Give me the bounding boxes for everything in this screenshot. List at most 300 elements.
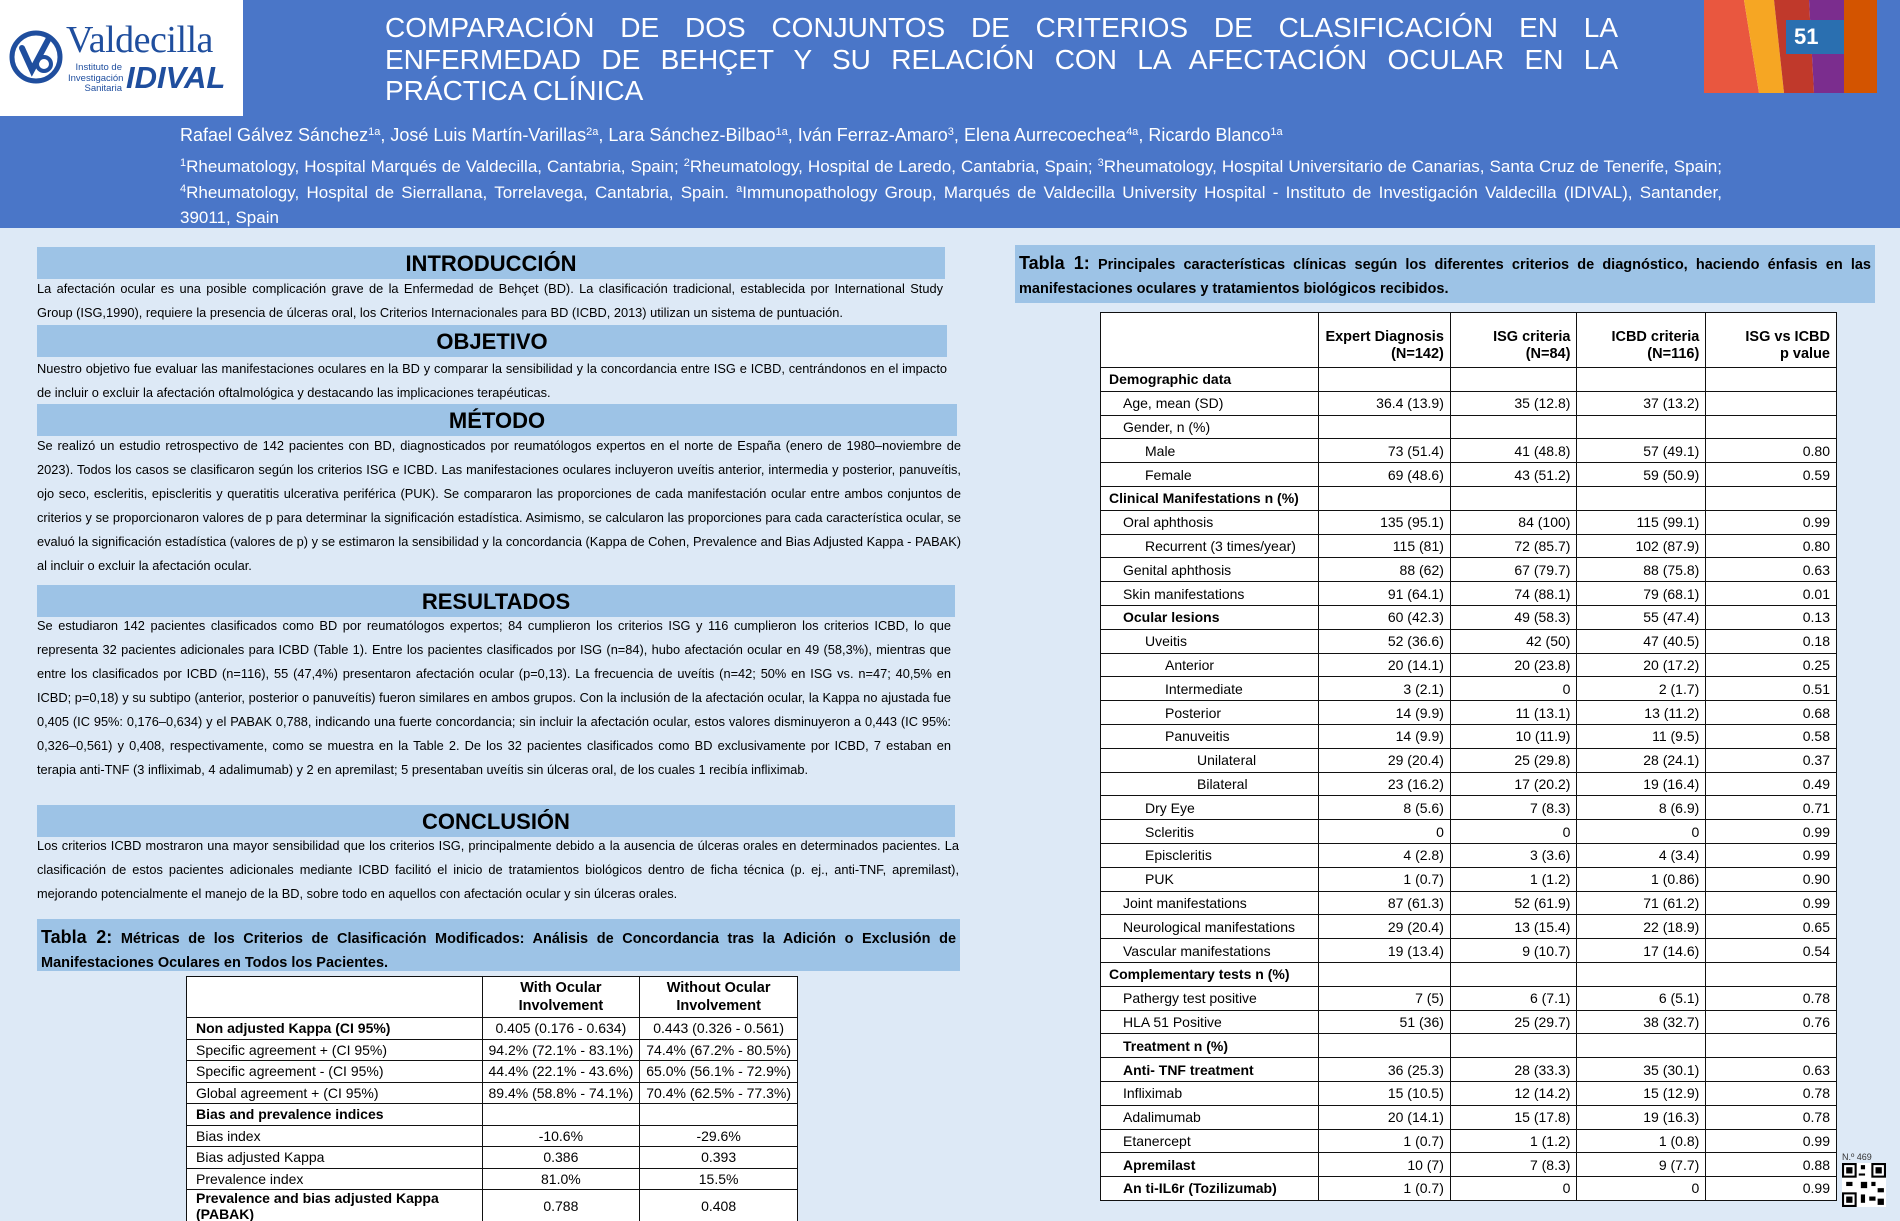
cell-value bbox=[1319, 962, 1450, 986]
cell-value: 0.78 bbox=[1706, 1105, 1837, 1129]
logo-subtitle: Instituto de Investigación Sanitaria bbox=[68, 62, 124, 94]
cell-value: 0.99 bbox=[1706, 891, 1837, 915]
table-row bbox=[1101, 605, 1837, 629]
column-header-line2: (N=84) bbox=[1525, 346, 1571, 362]
row-label: Etanercept bbox=[1101, 1129, 1319, 1153]
section-body-introduccion: La afectación ocular es una posible complicación grave de la Enfermedad de Behçet (BD). La clasificación tradicional, establecida por International Study Group (ISG,1990), requiere la presencia de úlceras oral, los Criterios Internacionales para BD (ICBD, 2013) utilizan un sistema de puntuación. bbox=[37, 281, 943, 320]
cell-value: 0.71 bbox=[1706, 796, 1837, 820]
cell-value: 65.0% (56.1% - 72.9%) bbox=[640, 1061, 798, 1083]
cell-value: 19 (16.3) bbox=[1577, 1105, 1706, 1129]
cell-value: 37 (13.2) bbox=[1577, 391, 1706, 415]
cell-value: 72 (85.7) bbox=[1450, 534, 1577, 558]
cell-value: 7 (5) bbox=[1319, 986, 1450, 1010]
cell-value: 0.65 bbox=[1706, 915, 1837, 939]
table-row bbox=[1101, 510, 1837, 534]
cell-value: 57 (49.1) bbox=[1577, 439, 1706, 463]
cell-value: 135 (95.1) bbox=[1319, 510, 1450, 534]
cell-value: 20 (17.2) bbox=[1577, 653, 1706, 677]
cell-value: 2 (1.7) bbox=[1577, 677, 1706, 701]
congress-logo bbox=[1704, 0, 1877, 93]
cell-value: -10.6% bbox=[482, 1125, 640, 1147]
cell-value: 0.68 bbox=[1706, 701, 1837, 725]
table-row bbox=[1101, 582, 1837, 606]
valdecilla-emblem-icon bbox=[8, 18, 64, 96]
row-label: Global agreement + (CI 95%) bbox=[187, 1082, 483, 1104]
qr-code-icon[interactable] bbox=[1842, 1163, 1886, 1207]
table-row bbox=[1101, 867, 1837, 891]
cell-value: 0.51 bbox=[1706, 677, 1837, 701]
cell-value bbox=[1319, 415, 1450, 439]
cell-value: 49 (58.3) bbox=[1450, 605, 1577, 629]
cell-value bbox=[482, 1104, 640, 1126]
table-header-row bbox=[187, 977, 798, 1018]
cell-value: 1 (0.8) bbox=[1577, 1129, 1706, 1153]
table-row bbox=[187, 1190, 798, 1221]
cell-value: 55 (47.4) bbox=[1577, 605, 1706, 629]
table-row bbox=[1101, 439, 1837, 463]
row-label: Skin manifestations bbox=[1101, 582, 1319, 606]
row-label: Infliximab bbox=[1101, 1081, 1319, 1105]
row-label: Unilateral bbox=[1101, 748, 1319, 772]
section-title-resultados: RESULTADOS bbox=[37, 585, 955, 617]
table-row bbox=[1101, 701, 1837, 725]
column-header-line1: Without Ocular bbox=[666, 980, 771, 996]
table1-caption bbox=[1015, 245, 1875, 303]
valdecilla-logo bbox=[0, 0, 243, 116]
cell-value: 0.54 bbox=[1706, 939, 1837, 963]
table-row bbox=[1101, 748, 1837, 772]
cell-value: 0.80 bbox=[1706, 439, 1837, 463]
cell-value bbox=[1577, 368, 1706, 392]
table-row bbox=[1101, 463, 1837, 487]
table-row bbox=[187, 1039, 798, 1061]
table-row bbox=[1101, 534, 1837, 558]
table-row bbox=[1101, 1081, 1837, 1105]
row-label: Clinical Manifestations n (%) bbox=[1101, 486, 1319, 510]
cell-value: 0.80 bbox=[1706, 534, 1837, 558]
row-label: Pathergy test positive bbox=[1101, 986, 1319, 1010]
cell-value: 1 (0.7) bbox=[1319, 867, 1450, 891]
column-header-line2: (N=142) bbox=[1391, 346, 1444, 362]
cell-value: 0.59 bbox=[1706, 463, 1837, 487]
cell-value: 0.405 (0.176 - 0.634) bbox=[482, 1018, 640, 1040]
cell-value: 0.78 bbox=[1706, 986, 1837, 1010]
cell-value: 44.4% (22.1% - 43.6%) bbox=[482, 1061, 640, 1083]
cell-value: 1 (1.2) bbox=[1450, 1129, 1577, 1153]
cell-value: 89.4% (58.8% - 74.1%) bbox=[482, 1082, 640, 1104]
column-header-line1: ICBD criteria bbox=[1611, 329, 1700, 345]
poster-number: N.º 469 bbox=[1842, 1152, 1872, 1162]
affiliation-mark: 3 bbox=[1097, 157, 1104, 169]
cell-value: 6 (7.1) bbox=[1450, 986, 1577, 1010]
cell-value: 15 (17.8) bbox=[1450, 1105, 1577, 1129]
cell-value: 0.90 bbox=[1706, 867, 1837, 891]
affiliation-text: Rheumatology, Hospital de Sierrallana, Torrelavega, Cantabria, Spain. bbox=[186, 182, 737, 202]
table-row bbox=[1101, 486, 1837, 510]
column-header bbox=[187, 977, 483, 1018]
cell-value: 28 (24.1) bbox=[1577, 748, 1706, 772]
cell-value: 35 (30.1) bbox=[1577, 1058, 1706, 1082]
cell-value: 36 (25.3) bbox=[1319, 1058, 1450, 1082]
affiliation-mark: 4 bbox=[180, 182, 187, 195]
table-row bbox=[1101, 772, 1837, 796]
cell-value bbox=[1706, 962, 1837, 986]
cell-value: 1 (0.7) bbox=[1319, 1177, 1450, 1201]
author-name: Ricardo Blanco bbox=[1148, 125, 1271, 145]
cell-value bbox=[1577, 486, 1706, 510]
table-row bbox=[187, 1125, 798, 1147]
cell-value bbox=[1450, 962, 1577, 986]
logo-idival: IDIVAL bbox=[126, 60, 226, 95]
table-row bbox=[1101, 939, 1837, 963]
cell-value: 15 (10.5) bbox=[1319, 1081, 1450, 1105]
cell-value bbox=[1450, 1034, 1577, 1058]
author-affiliation-mark: 4a bbox=[1126, 126, 1139, 138]
cell-value: -29.6% bbox=[640, 1125, 798, 1147]
cell-value: 25 (29.7) bbox=[1450, 1010, 1577, 1034]
table-row bbox=[1101, 915, 1837, 939]
row-label: Recurrent (3 times/year) bbox=[1101, 534, 1319, 558]
table-row bbox=[1101, 724, 1837, 748]
cell-value: 0.443 (0.326 - 0.561) bbox=[640, 1018, 798, 1040]
column-header-line1: ISG criteria bbox=[1493, 329, 1571, 345]
cell-value: 84 (100) bbox=[1450, 510, 1577, 534]
table-row bbox=[1101, 962, 1837, 986]
cell-value: 59 (50.9) bbox=[1577, 463, 1706, 487]
table2-concordance bbox=[186, 976, 798, 1221]
row-label: HLA 51 Positive bbox=[1101, 1010, 1319, 1034]
table-row bbox=[1101, 1129, 1837, 1153]
cell-value: 20 (14.1) bbox=[1319, 1105, 1450, 1129]
section-title-conclusion: CONCLUSIÓN bbox=[37, 805, 955, 837]
cell-value: 0 bbox=[1450, 677, 1577, 701]
column-header bbox=[482, 977, 640, 1018]
table-row bbox=[187, 1018, 798, 1040]
table-row bbox=[1101, 796, 1837, 820]
section-title-introduccion: INTRODUCCIÓN bbox=[37, 247, 945, 279]
section-title-objetivo: OBJETIVO bbox=[37, 325, 947, 357]
author-name: José Luis Martín-Varillas bbox=[390, 125, 587, 145]
cell-value: 0.78 bbox=[1706, 1081, 1837, 1105]
author-affiliation-mark: 1a bbox=[1270, 126, 1283, 138]
cell-value bbox=[1706, 1034, 1837, 1058]
cell-value: 3 (3.6) bbox=[1450, 843, 1577, 867]
row-label: Dry Eye bbox=[1101, 796, 1319, 820]
row-label: Intermediate bbox=[1101, 677, 1319, 701]
cell-value: 81.0% bbox=[482, 1168, 640, 1190]
cell-value: 0 bbox=[1319, 820, 1450, 844]
row-label: Adalimumab bbox=[1101, 1105, 1319, 1129]
cell-value bbox=[1706, 368, 1837, 392]
table1-caption-text: Principales características clínicas según los diferentes criterios de diagnóstico, haciendo énfasis en las manifestaciones oculares y tratamientos biológicos recibidos. bbox=[1019, 257, 1871, 297]
cell-value: 0.18 bbox=[1706, 629, 1837, 653]
table-row bbox=[187, 1147, 798, 1169]
cell-value: 0.99 bbox=[1706, 1177, 1837, 1201]
cell-value: 4 (2.8) bbox=[1319, 843, 1450, 867]
cell-value: 0.99 bbox=[1706, 510, 1837, 534]
cell-value: 13 (11.2) bbox=[1577, 701, 1706, 725]
affiliation-text: Rheumatology, Hospital de Laredo, Cantabria, Spain; bbox=[689, 157, 1098, 176]
congress-number: 51 bbox=[1794, 24, 1819, 49]
cell-value: 17 (14.6) bbox=[1577, 939, 1706, 963]
cell-value: 1 (0.7) bbox=[1319, 1129, 1450, 1153]
row-label: Bias and prevalence indices bbox=[187, 1104, 483, 1126]
row-label: Neurological manifestations bbox=[1101, 915, 1319, 939]
row-label: Complementary tests n (%) bbox=[1101, 962, 1319, 986]
row-label: Specific agreement + (CI 95%) bbox=[187, 1039, 483, 1061]
row-label: Prevalence and bias adjusted Kappa (PABAK) bbox=[187, 1190, 483, 1221]
column-header-line1: Expert Diagnosis bbox=[1325, 329, 1444, 345]
table-row bbox=[1101, 1105, 1837, 1129]
section-body-objetivo: Nuestro objetivo fue evaluar las manifestaciones oculares en la BD y comparar la sensibilidad y la concordancia entre ISG e ICBD, centrándonos en el impacto de incluir o excluir la afectación oftalmológica y destacando las implicaciones terapéuticas. bbox=[37, 361, 947, 400]
cell-value: 0 bbox=[1450, 820, 1577, 844]
cell-value: 43 (51.2) bbox=[1450, 463, 1577, 487]
table2-caption-text: Métricas de los Criterios de Clasificación Modificados: Análisis de Concordancia tras la Adición o Exclusión de Manifestaciones Oculares en Todos los Pacientes. bbox=[41, 931, 957, 971]
cell-value: 20 (14.1) bbox=[1319, 653, 1450, 677]
cell-value: 22 (18.9) bbox=[1577, 915, 1706, 939]
cell-value bbox=[1577, 1034, 1706, 1058]
table-row bbox=[187, 1061, 798, 1083]
cell-value: 74.4% (67.2% - 80.5%) bbox=[640, 1039, 798, 1061]
cell-value: 0 bbox=[1577, 820, 1706, 844]
table-row bbox=[1101, 1034, 1837, 1058]
cell-value: 88 (75.8) bbox=[1577, 558, 1706, 582]
cell-value: 0 bbox=[1577, 1177, 1706, 1201]
cell-value: 115 (81) bbox=[1319, 534, 1450, 558]
table-row bbox=[187, 1168, 798, 1190]
row-label: Uveitis bbox=[1101, 629, 1319, 653]
row-label: Female bbox=[1101, 463, 1319, 487]
author-name: Rafael Gálvez Sánchez bbox=[180, 125, 369, 145]
row-label: Bias index bbox=[187, 1125, 483, 1147]
cell-value: 0.76 bbox=[1706, 1010, 1837, 1034]
cell-value: 0.37 bbox=[1706, 748, 1837, 772]
cell-value: 0.13 bbox=[1706, 605, 1837, 629]
cell-value: 42 (50) bbox=[1450, 629, 1577, 653]
table-row bbox=[1101, 677, 1837, 701]
cell-value: 10 (7) bbox=[1319, 1153, 1450, 1177]
section-title-metodo: MÉTODO bbox=[37, 404, 957, 436]
row-label: Gender, n (%) bbox=[1101, 415, 1319, 439]
affiliations bbox=[180, 154, 1722, 231]
table2-caption bbox=[37, 919, 960, 971]
affiliation-text: Rheumatology, Hospital Universitario de Canarias, Santa Cruz de Tenerife, Spain; bbox=[1103, 157, 1722, 176]
affiliation-mark: a bbox=[736, 182, 743, 195]
table-row bbox=[1101, 1177, 1837, 1201]
cell-value: 0.788 bbox=[482, 1190, 640, 1221]
cell-value bbox=[1577, 962, 1706, 986]
cell-value: 0.99 bbox=[1706, 820, 1837, 844]
cell-value: 0.393 bbox=[640, 1147, 798, 1169]
cell-value: 9 (10.7) bbox=[1450, 939, 1577, 963]
cell-value: 0.58 bbox=[1706, 724, 1837, 748]
cell-value bbox=[1450, 368, 1577, 392]
row-label: Ocular lesions bbox=[1101, 605, 1319, 629]
column-header-line2: Involvement bbox=[676, 998, 761, 1014]
author-name: Iván Ferraz-Amaro bbox=[797, 125, 948, 145]
logo-name: Valdecilla bbox=[66, 19, 213, 61]
header-banner bbox=[0, 0, 1900, 228]
cell-value: 1 (0.86) bbox=[1577, 867, 1706, 891]
cell-value: 15 (12.9) bbox=[1577, 1081, 1706, 1105]
cell-value: 0.49 bbox=[1706, 772, 1837, 796]
authors-line: Rafael Gálvez Sánchez$^{1a}$, José Luis Martín-Varillas$^{2a}$, Lara Sánchez-Bilbao$^{1a}$, Iván Ferraz-Amaro$^3$, Elena Aurrecoechea$^{4a}$, Ricardo Blanco$^{1a}$ bbox=[180, 125, 1283, 145]
author-name: Lara Sánchez-Bilbao bbox=[608, 125, 776, 145]
column-header bbox=[1450, 313, 1577, 368]
author-affiliation-mark: 2a bbox=[586, 126, 599, 138]
cell-value: 19 (16.4) bbox=[1577, 772, 1706, 796]
row-label: An ti-IL6r (Tozilizumab) bbox=[1101, 1177, 1319, 1201]
column-header-line1: ISG vs ICBD bbox=[1745, 329, 1830, 345]
cell-value: 8 (5.6) bbox=[1319, 796, 1450, 820]
table-row bbox=[1101, 368, 1837, 392]
row-label: Vascular manifestations bbox=[1101, 939, 1319, 963]
table-row bbox=[1101, 843, 1837, 867]
cell-value: 9 (7.7) bbox=[1577, 1153, 1706, 1177]
table-row bbox=[1101, 653, 1837, 677]
affiliation-mark: 1 bbox=[180, 157, 187, 169]
cell-value: 94.2% (72.1% - 83.1%) bbox=[482, 1039, 640, 1061]
section-body-metodo: Se realizó un estudio retrospectivo de 142 pacientes con BD, diagnosticados por reumatólogos expertos en el norte de España (enero de 1980–noviembre de 2023). Todos los casos se clasificaron según los criterios ISG e ICBD. Las manifestaciones oculares incluyeron uveítis anterior, intermedia y posterior, panuveítis, ojo seco, escleritis, episcleritis y queratitis ulcerativa periférica (PUK). Se compararon las proporciones de cada manifestación ocular entre ambos conjuntos de criterios y se proporcionaron valores de p para determinar la significación estadística. Asimismo, se calcularon las proporciones para cada característica ocular, se evaluó la significación estadística (valores de p) y se estimaron la sensibilidad y la concordancia (Kappa de Cohen, Prevalence and Bias Adjusted Kappa - PABAK) al incluir o excluir la afectación ocular. bbox=[37, 438, 961, 573]
cell-value: 47 (40.5) bbox=[1577, 629, 1706, 653]
cell-value: 51 (36) bbox=[1319, 1010, 1450, 1034]
cell-value: 15.5% bbox=[640, 1168, 798, 1190]
cell-value bbox=[1577, 415, 1706, 439]
row-label: Panuveitis bbox=[1101, 724, 1319, 748]
cell-value: 74 (88.1) bbox=[1450, 582, 1577, 606]
cell-value bbox=[640, 1104, 798, 1126]
column-header-line2: p value bbox=[1780, 346, 1830, 362]
cell-value bbox=[1319, 368, 1450, 392]
row-label: Scleritis bbox=[1101, 820, 1319, 844]
table-header-row bbox=[1101, 313, 1837, 368]
column-header-line2: Involvement bbox=[518, 998, 604, 1014]
cell-value: 0.99 bbox=[1706, 1129, 1837, 1153]
cell-value: 10 (11.9) bbox=[1450, 724, 1577, 748]
cell-value: 7 (8.3) bbox=[1450, 1153, 1577, 1177]
cell-value: 6 (5.1) bbox=[1577, 986, 1706, 1010]
column-header-line2: (N=116) bbox=[1647, 346, 1700, 362]
cell-value: 13 (15.4) bbox=[1450, 915, 1577, 939]
cell-value: 0.99 bbox=[1706, 843, 1837, 867]
cell-value: 0.88 bbox=[1706, 1153, 1837, 1177]
row-label: Treatment n (%) bbox=[1101, 1034, 1319, 1058]
row-label: Anterior bbox=[1101, 653, 1319, 677]
row-label: Non adjusted Kappa (CI 95%) bbox=[187, 1018, 483, 1040]
section-body-conclusion: Los criterios ICBD mostraron una mayor sensibilidad que los criterios ISG, principalmente debido a la ausencia de úlceras orales en determinados pacientes. La clasificación de estos pacientes adicionales mediante ICBD facilitó el inicio de tratamientos biológicos dentro de ficha técnica (p. ej., anti-TNF, apremilast), mejorando potencialmente el manejo de la BD, sobre todo en aquellos con afectación ocular y sin úlceras orales. bbox=[37, 838, 959, 901]
cell-value: 0.386 bbox=[482, 1147, 640, 1169]
cell-value: 4 (3.4) bbox=[1577, 843, 1706, 867]
cell-value: 102 (87.9) bbox=[1577, 534, 1706, 558]
cell-value: 25 (29.8) bbox=[1450, 748, 1577, 772]
author-affiliation-mark: 1a bbox=[775, 126, 788, 138]
author-affiliation-mark: 1a bbox=[368, 126, 381, 138]
table1-clinical-characteristics bbox=[1100, 312, 1837, 1201]
cell-value: 11 (13.1) bbox=[1450, 701, 1577, 725]
row-label: Posterior bbox=[1101, 701, 1319, 725]
cell-value: 88 (62) bbox=[1319, 558, 1450, 582]
cell-value bbox=[1319, 1034, 1450, 1058]
cell-value: 14 (9.9) bbox=[1319, 701, 1450, 725]
cell-value: 19 (13.4) bbox=[1319, 939, 1450, 963]
table-row bbox=[1101, 891, 1837, 915]
cell-value: 1 (1.2) bbox=[1450, 867, 1577, 891]
affiliation-mark: 2 bbox=[683, 157, 690, 169]
table-row bbox=[1101, 391, 1837, 415]
row-label: Specific agreement - (CI 95%) bbox=[187, 1061, 483, 1083]
row-label: Age, mean (SD) bbox=[1101, 391, 1319, 415]
row-label: Episcleritis bbox=[1101, 843, 1319, 867]
row-label: Bias adjusted Kappa bbox=[187, 1147, 483, 1169]
cell-value bbox=[1319, 486, 1450, 510]
cell-value: 3 (2.1) bbox=[1319, 677, 1450, 701]
row-label: Prevalence index bbox=[187, 1168, 483, 1190]
table-row bbox=[1101, 558, 1837, 582]
table-row bbox=[1101, 1010, 1837, 1034]
cell-value: 0.01 bbox=[1706, 582, 1837, 606]
cell-value: 0.408 bbox=[640, 1190, 798, 1221]
table-row bbox=[187, 1104, 798, 1126]
cell-value: 36.4 (13.9) bbox=[1319, 391, 1450, 415]
cell-value: 115 (99.1) bbox=[1577, 510, 1706, 534]
row-label: PUK bbox=[1101, 867, 1319, 891]
cell-value: 70.4% (62.5% - 77.3%) bbox=[640, 1082, 798, 1104]
row-label: Genital aphthosis bbox=[1101, 558, 1319, 582]
cell-value: 12 (14.2) bbox=[1450, 1081, 1577, 1105]
column-header bbox=[1319, 313, 1450, 368]
cell-value: 0 bbox=[1450, 1177, 1577, 1201]
cell-value: 38 (32.7) bbox=[1577, 1010, 1706, 1034]
cell-value: 23 (16.2) bbox=[1319, 772, 1450, 796]
row-label: Apremilast bbox=[1101, 1153, 1319, 1177]
table2-caption-lead: Tabla 2: bbox=[41, 927, 113, 947]
cell-value: 73 (51.4) bbox=[1319, 439, 1450, 463]
table-row bbox=[1101, 415, 1837, 439]
cell-value: 69 (48.6) bbox=[1319, 463, 1450, 487]
author-name: Elena Aurrecoechea bbox=[963, 125, 1127, 145]
row-label: Joint manifestations bbox=[1101, 891, 1319, 915]
row-label: Male bbox=[1101, 439, 1319, 463]
cell-value: 0.63 bbox=[1706, 558, 1837, 582]
cell-value: 41 (48.8) bbox=[1450, 439, 1577, 463]
cell-value: 35 (12.8) bbox=[1450, 391, 1577, 415]
cell-value: 71 (61.2) bbox=[1577, 891, 1706, 915]
cell-value: 29 (20.4) bbox=[1319, 915, 1450, 939]
cell-value: 7 (8.3) bbox=[1450, 796, 1577, 820]
cell-value: 60 (42.3) bbox=[1319, 605, 1450, 629]
cell-value: 14 (9.9) bbox=[1319, 724, 1450, 748]
cell-value: 11 (9.5) bbox=[1577, 724, 1706, 748]
row-label: Anti- TNF treatment bbox=[1101, 1058, 1319, 1082]
cell-value: 17 (20.2) bbox=[1450, 772, 1577, 796]
cell-value bbox=[1706, 391, 1837, 415]
cell-value: 52 (36.6) bbox=[1319, 629, 1450, 653]
column-header bbox=[1577, 313, 1706, 368]
cell-value bbox=[1450, 415, 1577, 439]
table-row bbox=[1101, 1153, 1837, 1177]
table-row bbox=[1101, 986, 1837, 1010]
row-label: Bilateral bbox=[1101, 772, 1319, 796]
row-label: Demographic data bbox=[1101, 368, 1319, 392]
cell-value: 87 (61.3) bbox=[1319, 891, 1450, 915]
cell-value: 20 (23.8) bbox=[1450, 653, 1577, 677]
cell-value: 29 (20.4) bbox=[1319, 748, 1450, 772]
table-row bbox=[1101, 1058, 1837, 1082]
affiliation-text: Rheumatology, Hospital Marqués de Valdecilla, Cantabria, Spain; bbox=[186, 157, 684, 176]
section-body-resultados: Se estudiaron 142 pacientes clasificados como BD por reumatólogos expertos; 84 cumplieron los criterios ISG y 116 cumplieron los criterios ICBD, lo que representa 32 pacientes adicionales para ICBD (Table 1). Entre los pacientes clasificados por ISG (n=84), hubo afectación ocular en 49 (58,3%), mientras que entre los clasificados por ICBD (n=116), 55 (47,4%) presentaron afectación ocular (p=0,13). La frecuencia de uveítis (n=42; 50% en ISG vs. n=47; 40,5% en ICBD; p=0,18) y su subtipo (anterior, posterior o panuveítis) fueron similares en ambos grupos. Con la inclusión de la afectación ocular, la Kappa no ajustada fue 0,405 (IC 95%: 0,176–0,634) y el PABAK 0,788, indicando una fuerte concordancia; sin incluir la afectación ocular, estos valores disminuyeron a 0,443 (IC 95%: 0,326–0,561) y 0,408, respectivamente, como se muestra en la Table 2. De los 32 pacientes clasificados como BD exclusivamente por ICBD, 7 estaban en terapia anti-TNF (3 infliximab, 4 adalimumab) y 2 en apremilast; 5 presentaban uveítis sin úlceras oral, de los cuales 1 recibía infliximab. bbox=[37, 618, 951, 777]
table-row bbox=[1101, 629, 1837, 653]
table1-caption-lead: Tabla 1: bbox=[1019, 253, 1090, 273]
